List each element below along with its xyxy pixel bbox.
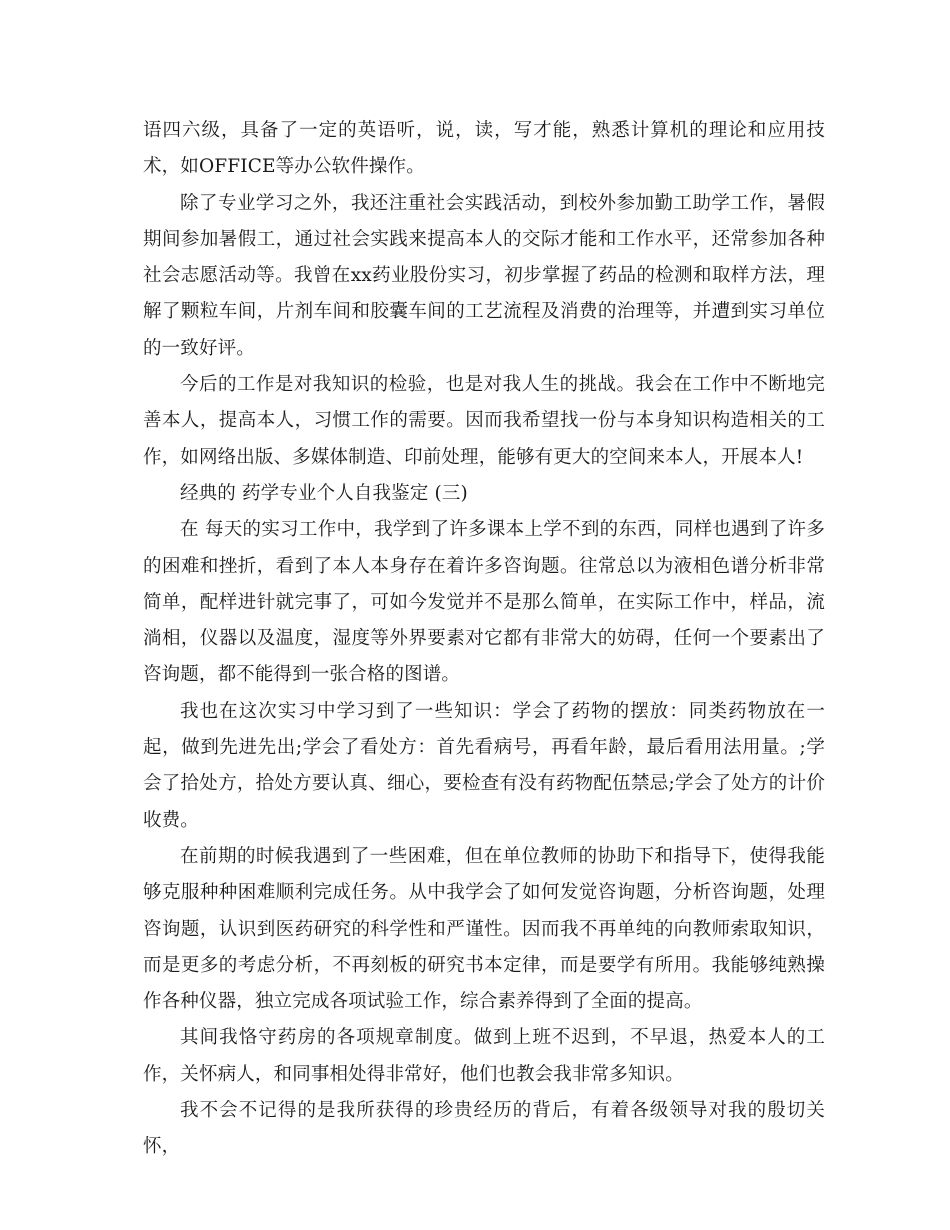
paragraph-social-practice: 除了专业学习之外，我还注重社会实践活动，到校外参加勤工助学工作，暑假期间参加暑假工，通过社会实践来提高本人的交际才能和工作水平，还常参加各种社会志愿活动等。我曾在xx药业股份实习，初步掌握了药品的检测和取样方法，理解了颗粒车间，片剂车间和胶囊车间的工艺流程及消费的治理等，并遭到实习单位的一致好评。 [143, 192, 825, 359]
paragraph-internship: 在 每天的实习工作中，我学到了许多课本上学不到的东西，同样也遇到了许多的困难和挫折，看到了本人本身存在着许多咨询题。往常总以为液相色谱分析非常简单，配样进针就完事了，可如今发觉并不是那么简单，在实际工作中，样品，流淌相，仪器以及温度，湿度等外界要素对它都有非常大的妨碍，任何一个要素出了咨询题，都不能得到一张合格的图谱。 [143, 519, 825, 686]
paragraph-rules: 其间我恪守药房的各项规章制度。做到上班不迟到，不早退，热爱本人的工作，关怀病人，和同事相处得非常好，他们也教会我非常多知识。 [143, 1027, 825, 1085]
section-heading: 经典的 药学专业个人自我鉴定 (三) [180, 482, 468, 504]
paragraph-future-work: 今后的工作是对我知识的检验，也是对我人生的挑战。我会在工作中不断地完善本人，提高本人，习惯工作的需要。因而我希望找一份与本身知识构造相关的工作，如网络出版、多媒体制造、印前处理，能够有更大的空间来本人，开展本人! [143, 374, 825, 468]
paragraph-difficulties: 在前期的时候我遇到了一些困难，但在单位教师的协助下和指导下，使得我能够克服种种困难顺利完成任务。从中我学会了如何发觉咨询题，分析咨询题，处理咨询题，认识到医药研究的科学性和严谨性。因而我不再单纯的向教师索取知识，而是更多的考虑分析，不再刻板的研究书本定律，而是要学有所用。我能够纯熟操作各种仪器，独立完成各项试验工作，综合素养得到了全面的提高。 [143, 845, 825, 1013]
paragraph-knowledge: 我也在这次实习中学习到了一些知识：学会了药物的摆放：同类药物放在一起，做到先进先出;学会了看处方：首先看病号，再看年龄，最后看用法用量。;学会了拾处方，拾处方要认真、细心，要检查有没有药物配伍禁忌;学会了处方的计价收费。 [143, 700, 825, 831]
paragraph-continuation: 语四六级，具备了一定的英语听，说，读，写才能，熟悉计算机的理论和应用技术，如OFFICE等办公软件操作。 [143, 120, 825, 178]
paragraph-gratitude: 我不会不记得的是我所获得的珍贵经历的背后，有着各级领导对我的殷切关怀， [143, 1100, 825, 1158]
document-body [143, 113, 825, 1166]
